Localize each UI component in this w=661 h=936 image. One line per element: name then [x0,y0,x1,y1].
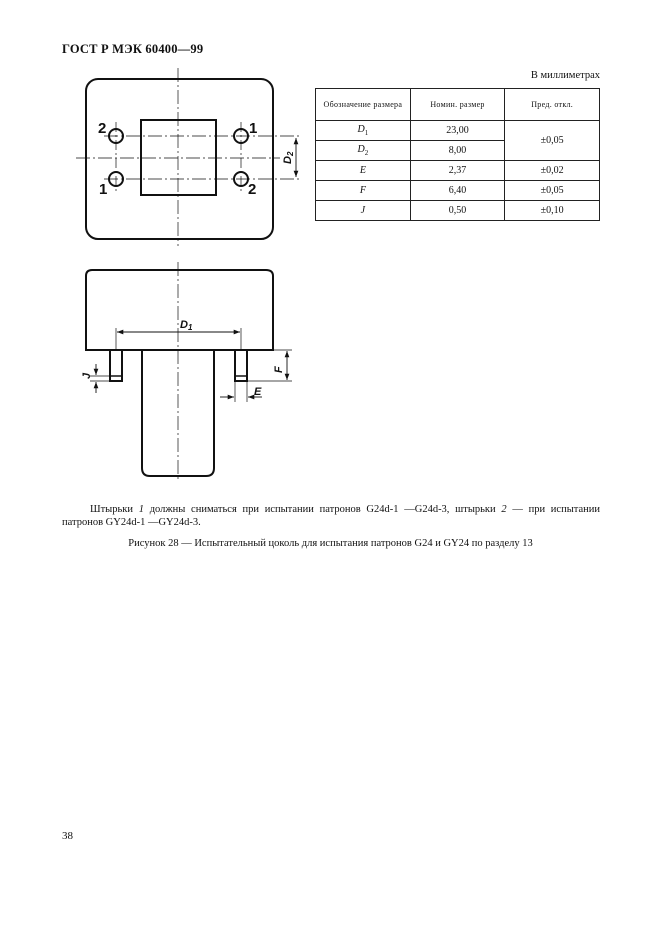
base-outline-top [86,79,273,239]
designation-cell: F [316,181,411,201]
nominal-cell: 2,37 [410,161,505,181]
pin-label: 2 [248,181,257,198]
pin-ref: 2 [501,504,507,515]
pin-ref: 1 [138,504,144,515]
column-header-tolerance: Пред. откл. [505,89,600,121]
designation-cell: $D_1$ [316,121,411,141]
designation-cell: $D_2$ [316,141,411,161]
figure-caption: Рисунок 28 — Испытательный цоколь для испытания патронов G24 и GY24 по разделу 13 [128,538,533,549]
units-note: В миллиметрах [530,70,600,81]
e-dimension-label: E [254,386,262,398]
tolerance-cell: ±0,05 [505,181,600,201]
document-header: ГОСТ Р МЭК 60400—99 [62,42,204,56]
d1-dimension-label: D1 [180,319,193,332]
nominal-cell: 6,40 [410,181,505,201]
center-square [141,120,216,195]
nominal-cell: 23,00 [410,121,505,141]
d2-label-group [282,151,295,164]
side-view [86,262,292,480]
base-outline-side [86,270,273,350]
pin-label: 1 [249,120,258,137]
top-view [76,68,300,246]
nominal-cell: 0,50 [410,201,505,221]
pin-label: 1 [99,181,108,198]
nominal-cell: 8,00 [410,141,505,161]
column-header-designation: Обозначение размера [316,89,411,121]
designation-cell: E [316,161,411,181]
d2-dimension-label: D2 [282,151,295,164]
pin-label: 2 [98,120,107,137]
column-header-nominal: Номин. размер [410,89,505,121]
f-dimension-label: F [273,366,285,373]
page-number: 38 [62,830,73,842]
tolerance-cell: ±0,10 [505,201,600,221]
pins-note: Штырьки 1 должны сниматься при испытании патронов G24d-1 —G24d-3, штырьки 2 — при испытании патронов GY24d-1 —GY24d-3. [62,504,600,528]
tolerance-cell: ±0,02 [505,161,600,181]
j-dimension-label: J [81,372,93,379]
tolerance-cell: ±0,05 [505,121,600,161]
designation-cell: J [316,201,411,221]
